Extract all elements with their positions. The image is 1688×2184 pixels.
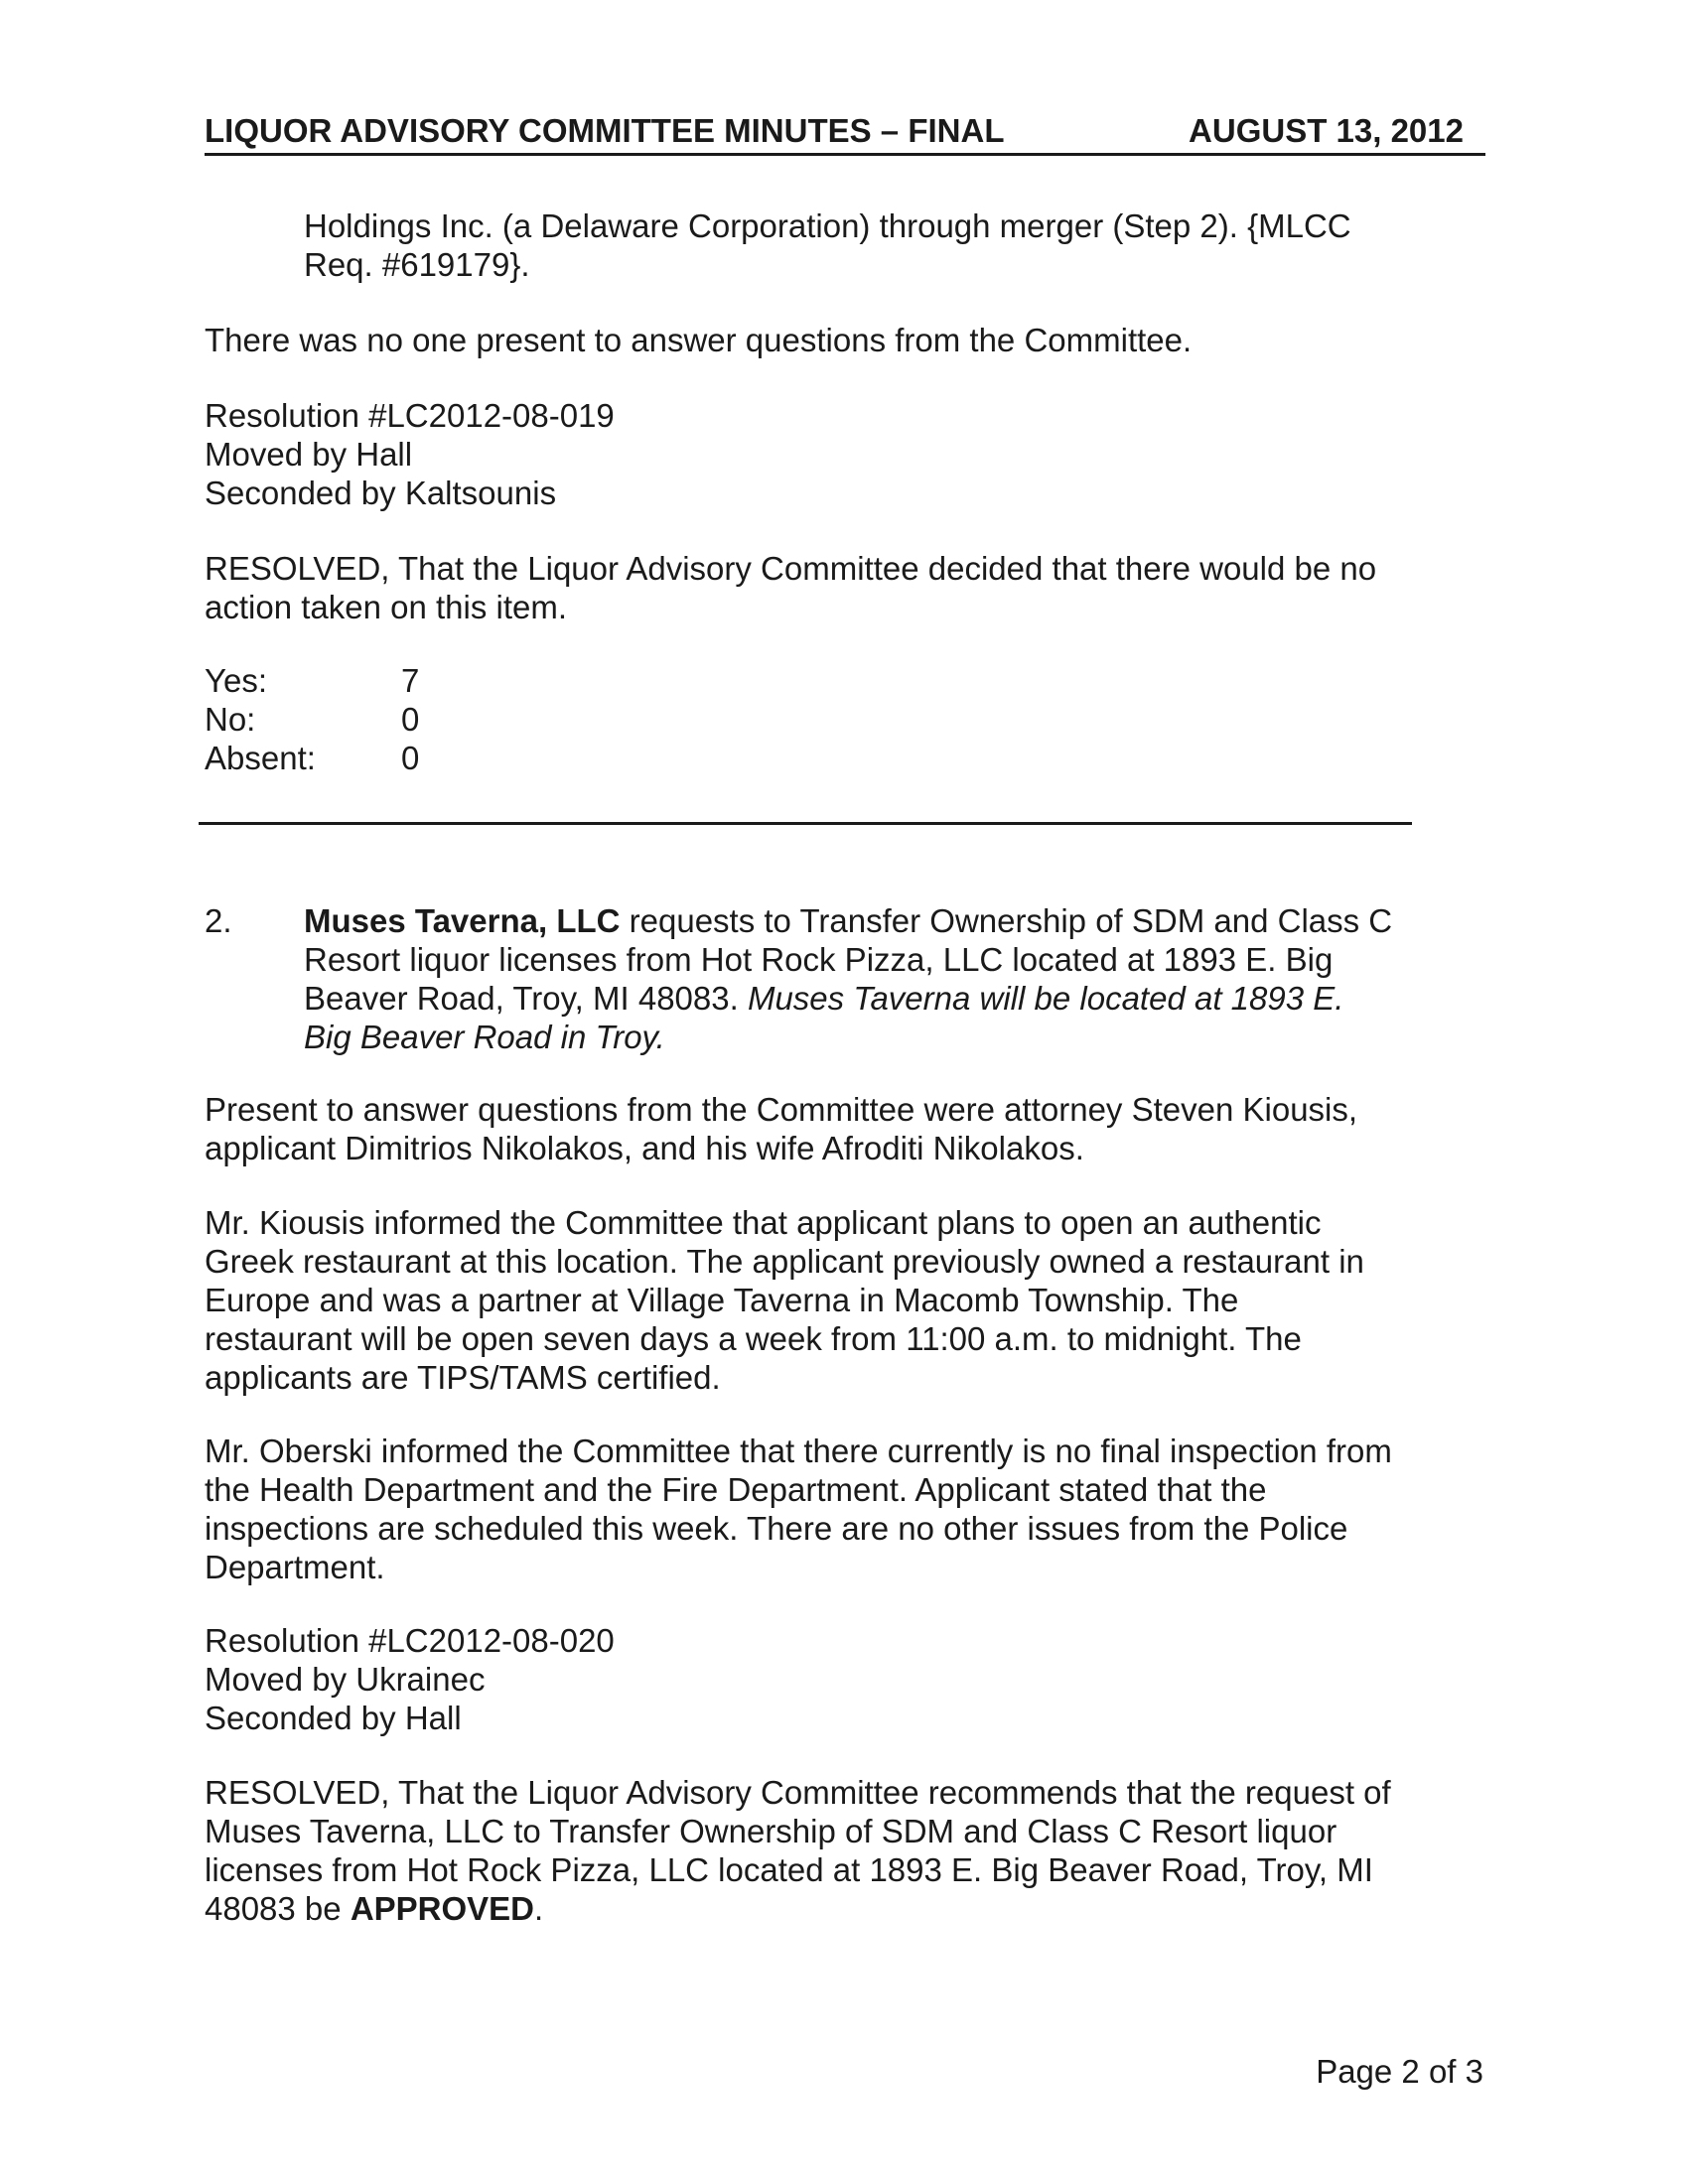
item2-applicant-name: Muses Taverna, LLC <box>304 902 621 939</box>
approved-label: APPROVED <box>350 1890 535 1927</box>
vote-count: 0 <box>401 701 420 738</box>
continuation-text: Holdings Inc. (a Delaware Corporation) through merger (Step 2). {MLCC Req. #619179}. <box>304 207 1351 283</box>
item2-present: Present to answer questions from the Committee were attorney Steven Kiousis, applicant Dimitrios Nikolakos, and his wife Afroditi Nikolakos. <box>205 1091 1358 1166</box>
section-divider <box>199 822 1412 825</box>
item2-request: Muses Taverna, LLC requests to Transfer Ownership of SDM and Class C Resort liquor licenses from Hot Rock Pizza, LLC located at 1893 E. Big Beaver Road, Troy, MI 48083. Muses Taverna will be located at 1893 E. Big Beaver Road in Troy. <box>304 902 1393 1055</box>
vote-label: Absent: <box>205 740 316 776</box>
item2-seconded-by: Seconded by Hall <box>205 1700 462 1736</box>
item2-kiousis-paragraph: Mr. Kiousis informed the Committee that applicant plans to open an authentic Greek restaurant at this location. The applicant previously owned a restaurant in Europe and was a partner at Village Taverna in Macomb Township. The restaurant will be open seven days a week from 11:00 a.m. to midnight. The applicants are TIPS/TAMS certified. <box>205 1204 1364 1396</box>
page-header <box>205 109 1485 156</box>
item1-seconded-by: Seconded by Kaltsounis <box>205 475 557 511</box>
vote-label: Yes: <box>205 662 268 699</box>
item1-resolved-text: RESOLVED, That the Liquor Advisory Committee decided that there would be no action taken on this item. <box>205 550 1377 625</box>
item2-moved-by: Moved by Ukrainec <box>205 1661 486 1698</box>
item1-vote-tally <box>205 661 502 777</box>
item1-presence: There was no one present to answer questions from the Committee. <box>205 322 1193 358</box>
item2-resolved-text: RESOLVED, That the Liquor Advisory Committee recommends that the request of Muses Taverna, LLC to Transfer Ownership of SDM and Class C Resort liquor licenses from Hot Rock Pizza, LLC located at 1893 E. Big Beaver Road, Troy, MI 48083 be APPROVED. <box>205 1774 1391 1927</box>
item2-resolution-block <box>205 1621 1406 1737</box>
item2-resolution-number: Resolution #LC2012-08-020 <box>205 1622 615 1659</box>
item1-resolution-block <box>205 396 1406 512</box>
vote-row-no <box>205 700 502 739</box>
item1-resolution-number: Resolution #LC2012-08-019 <box>205 397 615 434</box>
item1-moved-by: Moved by Hall <box>205 436 413 473</box>
vote-row-absent <box>205 739 502 777</box>
vote-row-yes <box>205 661 502 700</box>
vote-label: No: <box>205 701 256 738</box>
vote-count: 7 <box>401 662 420 699</box>
item2-oberski-paragraph: Mr. Oberski informed the Committee that there currently is no final inspection from the Health Department and the Fire Department. Applicant stated that the inspections are scheduled this week. There are no other issues from the Police Department. <box>205 1433 1392 1585</box>
item2-number: 2. <box>205 902 232 939</box>
page-number: Page 2 of 3 <box>1316 2053 1483 2090</box>
vote-count: 0 <box>401 740 420 776</box>
header-title: LIQUOR ADVISORY COMMITTEE MINUTES – FINAL <box>205 112 1005 149</box>
header-date: AUGUST 13, 2012 <box>1189 112 1464 149</box>
